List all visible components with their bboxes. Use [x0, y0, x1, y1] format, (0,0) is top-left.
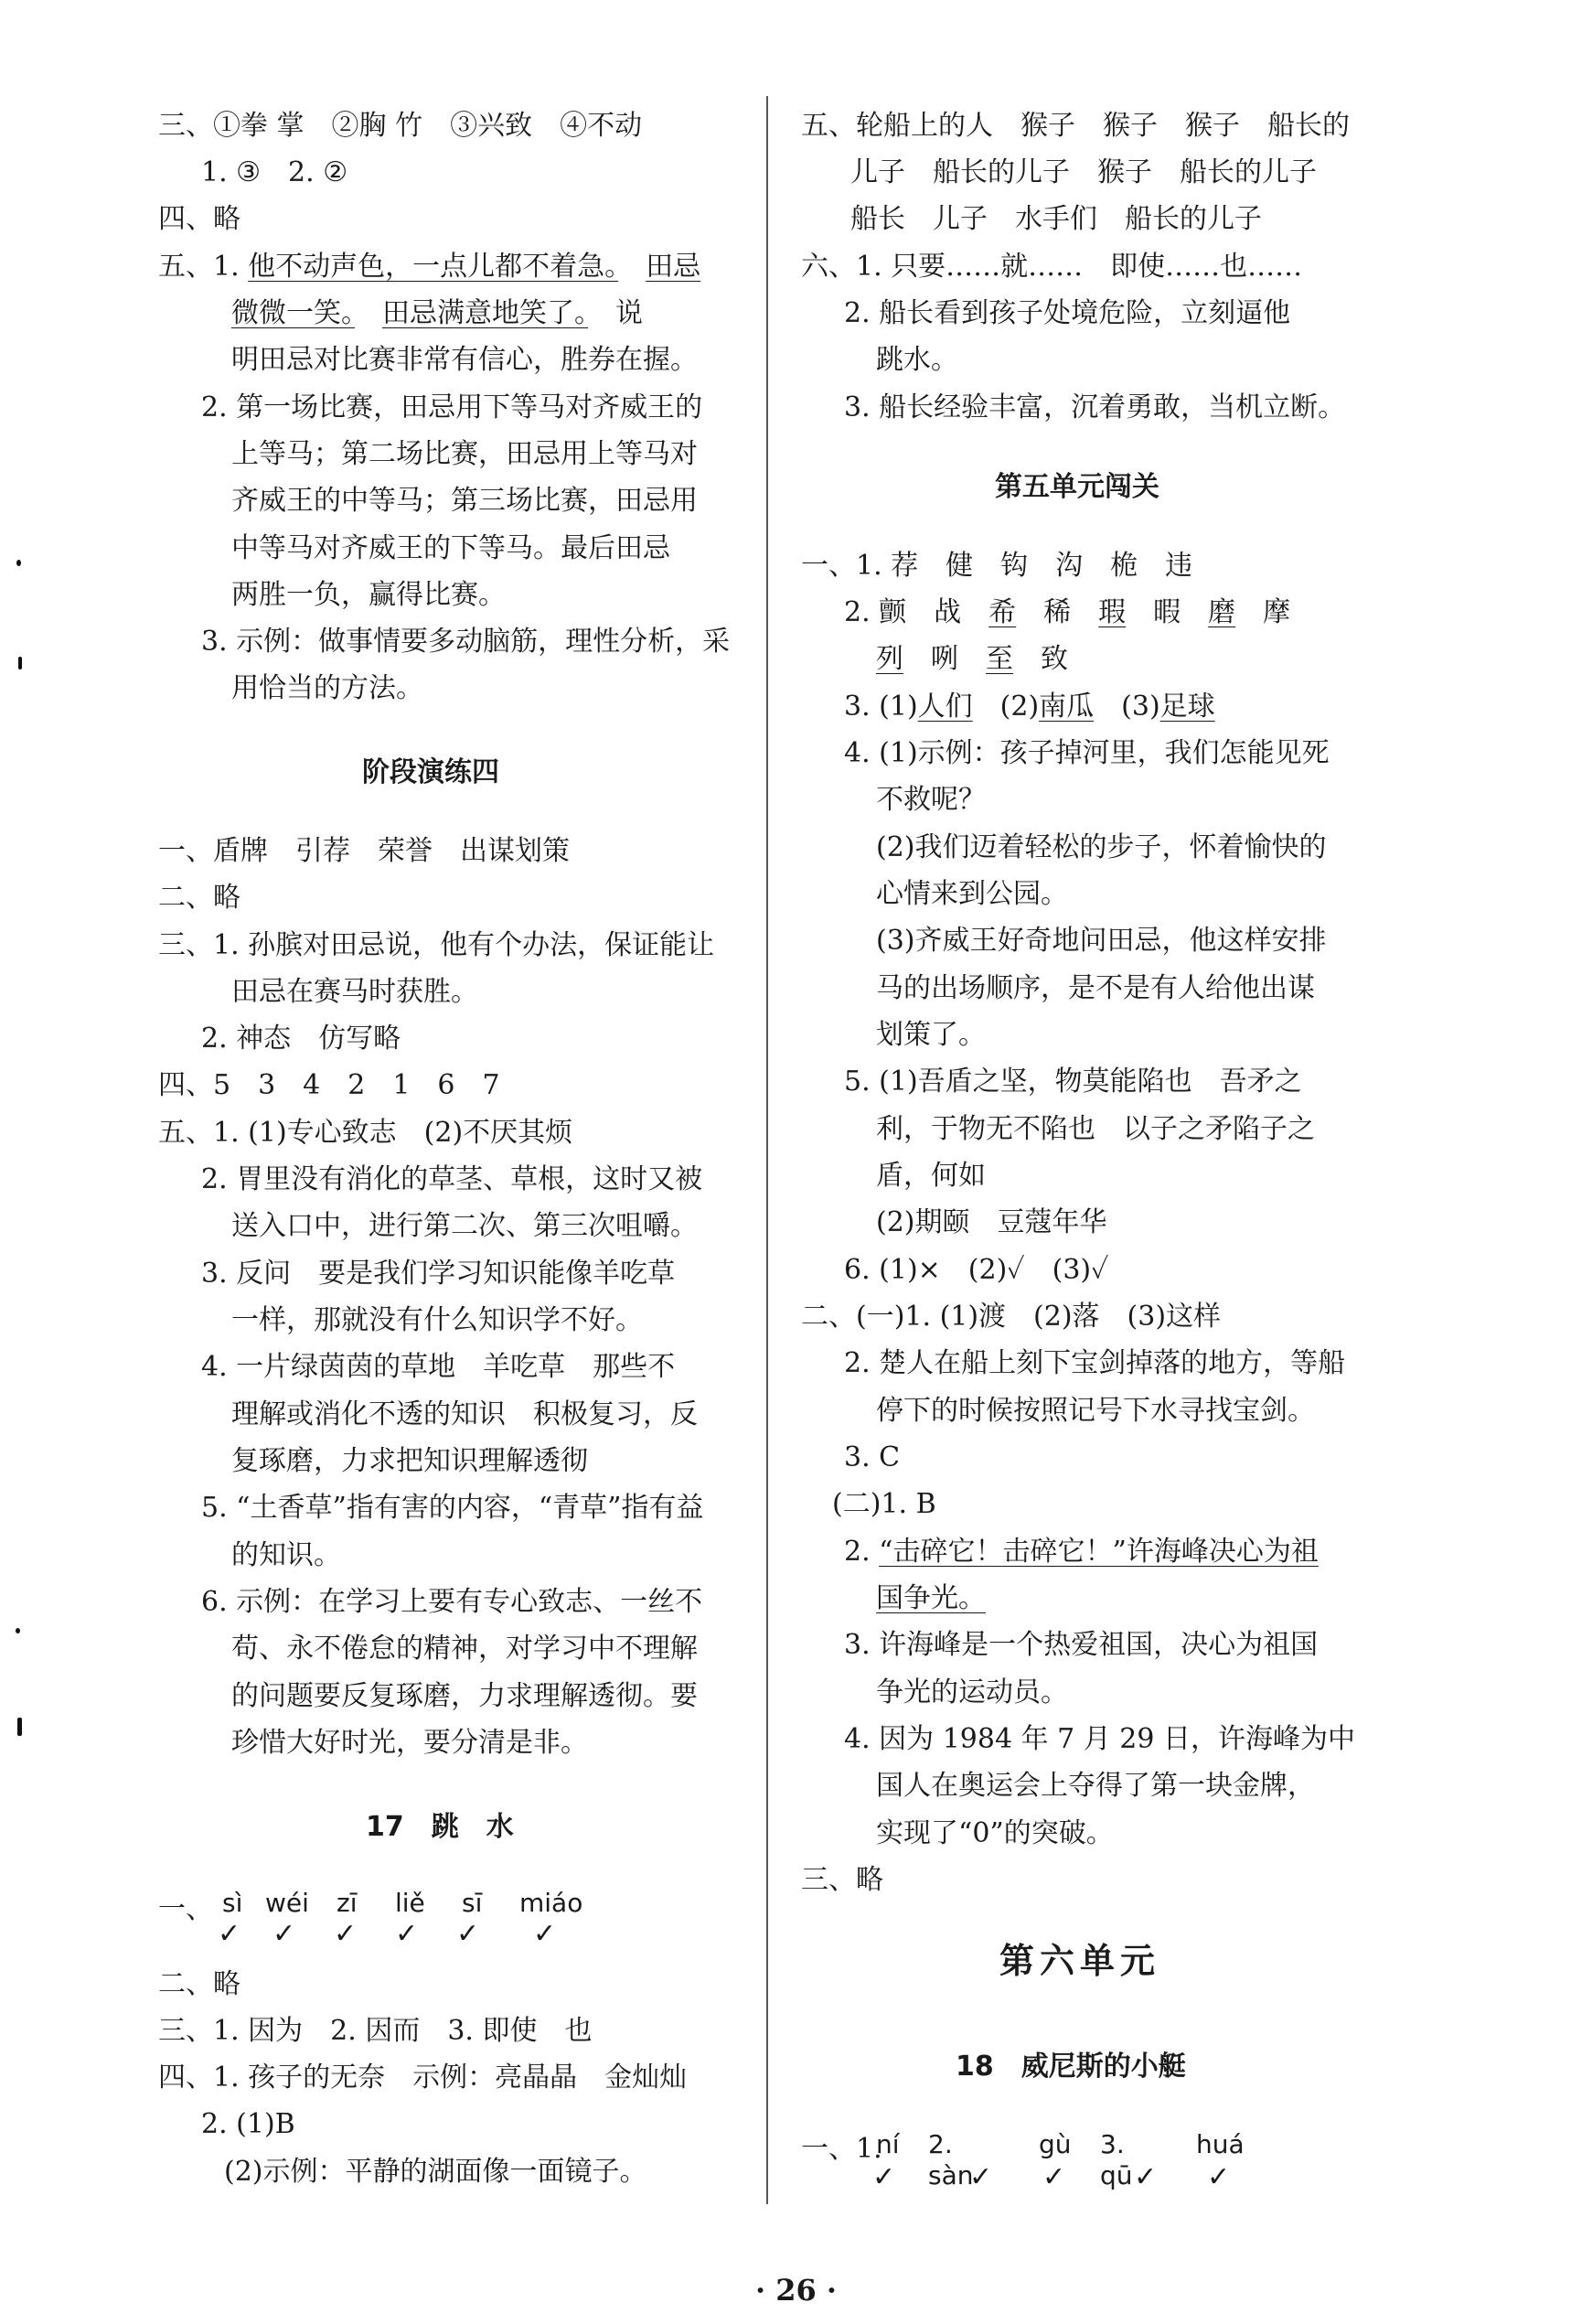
pinyin: wéi	[265, 1888, 309, 1918]
page-number: · 26 ·	[754, 2273, 838, 2308]
pinyin: sī	[462, 1888, 483, 1918]
word: 瑕	[1098, 596, 1127, 628]
text: 2.	[844, 596, 880, 628]
word: 磨	[1208, 596, 1236, 628]
scan-speck	[16, 560, 21, 566]
pinyin: miáo	[519, 1888, 583, 1918]
column-divider	[766, 96, 768, 2204]
check-mark: ✓	[456, 1918, 480, 1950]
answer-line: 上等马；第二场比赛，田忌用上等马对	[231, 438, 698, 470]
answer-line: 二、(一)1. (1)渡 (2)落 (3)这样	[801, 1301, 1222, 1333]
answer-line: 5. “土香草”指有害的内容，“青草”指有益	[201, 1492, 704, 1524]
answer-line: 珍惜大好时光，要分清是非。	[231, 1727, 588, 1759]
answer-line: 中等马对齐威王的下等马。最后田忌	[231, 532, 670, 564]
check-mark: ✓	[272, 1918, 296, 1950]
scan-speck	[16, 1628, 20, 1633]
scan-speck	[18, 657, 22, 669]
answer-line: 不救呢？	[876, 784, 986, 816]
check-mark: ✓	[533, 1918, 557, 1950]
pinyin: 2. sàn	[928, 2129, 974, 2190]
answer-line: 盾，何如	[876, 1160, 986, 1192]
answer-line: 2. 胃里没有消化的草茎、草根，这时又被	[201, 1163, 703, 1195]
check-mark: ✓	[1042, 2161, 1066, 2193]
word: 暇	[1153, 596, 1181, 628]
answer-line: 2. (1)B	[201, 2108, 295, 2140]
text	[618, 251, 646, 283]
pinyin: zī	[337, 1888, 358, 1918]
answer-line	[844, 689, 1215, 725]
answer-line: (3)齐威王好奇地问田忌，他这样安排	[876, 925, 1327, 957]
answer-line: 一、1. 荐 健 钩 沟 桅 违	[801, 550, 1193, 582]
answer-line: (2)我们迈着轻松的步子，怀着愉快的	[876, 831, 1327, 863]
answer-line: (二)1. B	[832, 1488, 936, 1520]
answer-line	[231, 295, 643, 332]
word: 颤	[879, 596, 907, 628]
answer-line: 6. 示例：在学习上要有专心致志、一丝不	[201, 1586, 703, 1618]
text: (3)	[1094, 691, 1160, 723]
pinyin: huá	[1196, 2129, 1245, 2159]
answer-line: 五、1. (1)专心致志 (2)不厌其烦	[158, 1117, 573, 1149]
answer-line: 六、1. 只要……就…… 即使……也……	[801, 251, 1303, 283]
answer-line: 实现了“0”的突破。	[876, 1817, 1114, 1849]
underlined-text: 微微一笑。	[231, 297, 355, 329]
text: 3. (1)	[844, 691, 918, 723]
text: (2)	[972, 691, 1040, 723]
answer-line: 3. 示例：做事情要多动脑筋，理性分析，采	[201, 626, 731, 658]
answer-line: 3. C	[844, 1441, 901, 1473]
underlined-text: 足球	[1159, 691, 1215, 723]
section-heading: 第五单元闯关	[995, 471, 1159, 503]
answer-line: (2)示例：平静的湖面像一面镜子。	[224, 2156, 647, 2188]
pinyin: ní	[876, 2129, 900, 2159]
word: 摩	[1263, 596, 1291, 628]
answer-line: 二、略	[158, 882, 240, 914]
answer-line: (2)期颐 豆蔻年华	[876, 1206, 1107, 1238]
answer-line: 国人在奥运会上夺得了第一块金牌，	[876, 1770, 1315, 1802]
answer-line: 五、轮船上的人 猴子 猴子 猴子 船长的	[801, 110, 1350, 142]
answer-line: 一、盾牌 引荐 荣誉 出谋划策	[158, 835, 570, 867]
word: 战	[934, 596, 962, 628]
answer-line: 利，于物无不陷也 以子之矛陷子之	[876, 1113, 1315, 1145]
answer-line: 明田忌对比赛非常有信心，胜券在握。	[231, 344, 698, 376]
answer-line	[844, 1534, 1319, 1570]
answer-line	[158, 249, 700, 285]
word: 咧	[931, 643, 958, 675]
check-mark: ✓	[1134, 2161, 1158, 2193]
answer-line: 2. 船长看到孩子处境危险，立刻逼他	[844, 297, 1291, 329]
answer-line: 6. (1)× (2)✓ (3)✓	[844, 1254, 1109, 1286]
answer-line: 两胜一负，赢得比赛。	[231, 579, 506, 611]
scan-speck	[17, 1718, 22, 1736]
lesson-heading: 18 威尼斯的小艇	[956, 2051, 1186, 2083]
answer-line: 理解或消化不透的知识 积极复习，反	[231, 1398, 698, 1430]
text: 2.	[844, 1536, 880, 1568]
answer-line: 送入口中，进行第二次、第三次咀嚼。	[231, 1210, 698, 1242]
answer-line: 船长 儿子 水手们 船长的儿子	[850, 203, 1262, 235]
answer-line: 4. (1)示例：孩子掉河里，我们怎能见死	[844, 737, 1330, 769]
answer-line: 儿子 船长的儿子 猴子 船长的儿子	[850, 156, 1317, 188]
pinyin: gù	[1039, 2129, 1072, 2159]
answer-line: 2. 神态 仿写略	[201, 1023, 401, 1055]
answer-line: 三、①拳 掌 ②胸 竹 ③兴致 ④不动	[158, 110, 643, 142]
check-mark: ✓	[218, 1918, 241, 1950]
answer-line: 一、	[158, 1893, 213, 1925]
underlined-text: 人们	[917, 691, 973, 723]
underlined-text: 南瓜	[1039, 691, 1095, 723]
underlined-text: “击碎它！击碎它！”许海峰决心为祖	[879, 1536, 1319, 1568]
answer-line: 三、1. 孙膑对田忌说，他有个办法，保证能让	[158, 929, 715, 961]
answer-line: 的问题要反复琢磨，力求理解透彻。要	[231, 1680, 698, 1712]
answer-line: 齐威王的中等马；第三场比赛，田忌用	[231, 485, 698, 517]
check-mark: ✓	[969, 2161, 993, 2193]
answer-line: 1. ③ 2. ②	[201, 156, 348, 188]
answer-line: 一样，那就没有什么知识学不好。	[231, 1304, 643, 1336]
pinyin: sì	[222, 1888, 243, 1918]
answer-line: 3. 许海峰是一个热爱祖国，决心为祖国	[844, 1629, 1319, 1661]
pinyin: 3. qū	[1100, 2129, 1133, 2190]
answer-line: 的知识。	[231, 1539, 341, 1571]
answer-line: 一、1.	[801, 2133, 882, 2165]
text: 五、1.	[158, 251, 249, 283]
lesson-heading: 17 跳 水	[366, 1811, 514, 1843]
answer-line: 停下的时候按照记号下水寻找宝剑。	[876, 1395, 1315, 1427]
answer-line: 跳水。	[876, 344, 958, 376]
answer-line: 争光的运动员。	[876, 1676, 1068, 1708]
word: 列	[876, 643, 903, 675]
answer-line: 划策了。	[876, 1019, 986, 1051]
answer-line: 四、略	[158, 203, 240, 235]
answer-line: 四、5 3 4 2 1 6 7	[158, 1069, 500, 1101]
check-mark: ✓	[1207, 2161, 1231, 2193]
answer-line: 5. (1)吾盾之坚，物莫能陷也 吾矛之	[844, 1066, 1302, 1098]
answer-line: 二、略	[158, 1968, 240, 2000]
check-mark: ✓	[395, 1918, 419, 1950]
answer-line: 2. 第一场比赛，田忌用下等马对齐威王的	[201, 391, 703, 423]
answer-line: 马的出场顺序，是不是有人给他出谋	[876, 972, 1315, 1004]
answer-line: 4. 一片绿茵茵的草地 羊吃草 那些不	[201, 1351, 676, 1383]
section-heading: 阶段演练四	[362, 756, 499, 788]
answer-line: 用恰当的方法。	[231, 672, 423, 704]
answer-line: 3. 船长经验丰富，沉着勇敢，当机立断。	[844, 391, 1346, 423]
text: 说	[588, 297, 643, 329]
answer-line: 复琢磨，力求把知识理解透彻	[231, 1445, 588, 1477]
pinyin: liě	[395, 1888, 425, 1918]
word: 希	[988, 596, 1017, 628]
answer-line: 心情来到公园。	[876, 878, 1068, 910]
word: 稀	[1043, 596, 1072, 628]
answer-line: 3. 反问 要是我们学习知识能像羊吃草	[201, 1258, 676, 1290]
answer-line: 4. 因为 1984 年 7 月 29 日，许海峰为中	[844, 1723, 1355, 1755]
underlined-text: 他不动声色，一点儿都不着急。	[248, 251, 619, 283]
word: 致	[1041, 643, 1068, 675]
answer-line: 三、略	[801, 1864, 883, 1896]
check-mark: ✓	[872, 2161, 896, 2193]
check-mark: ✓	[334, 1918, 358, 1950]
answer-line	[876, 641, 1068, 678]
answer-line: 2. 楚人在船上刻下宝剑掉落的地方，等船	[844, 1347, 1346, 1379]
answer-line	[876, 1580, 986, 1617]
underlined-text: 国争光。	[876, 1582, 986, 1614]
answer-line: 三、1. 因为 2. 因而 3. 即使 也	[158, 2015, 593, 2047]
answer-line: 田忌在赛马时获胜。	[231, 976, 478, 1008]
word: 至	[986, 643, 1013, 675]
underlined-text: 田忌满意地笑了。	[382, 297, 588, 329]
answer-line: 四、1. 孩子的无奈 示例：亮晶晶 金灿灿	[158, 2062, 688, 2094]
answer-line: 苟、永不倦怠的精神，对学习中不理解	[231, 1633, 698, 1665]
text	[355, 297, 382, 329]
unit-heading: 第六单元	[999, 1941, 1161, 1981]
underlined-text: 田忌	[646, 251, 701, 283]
answer-line	[844, 594, 1290, 631]
